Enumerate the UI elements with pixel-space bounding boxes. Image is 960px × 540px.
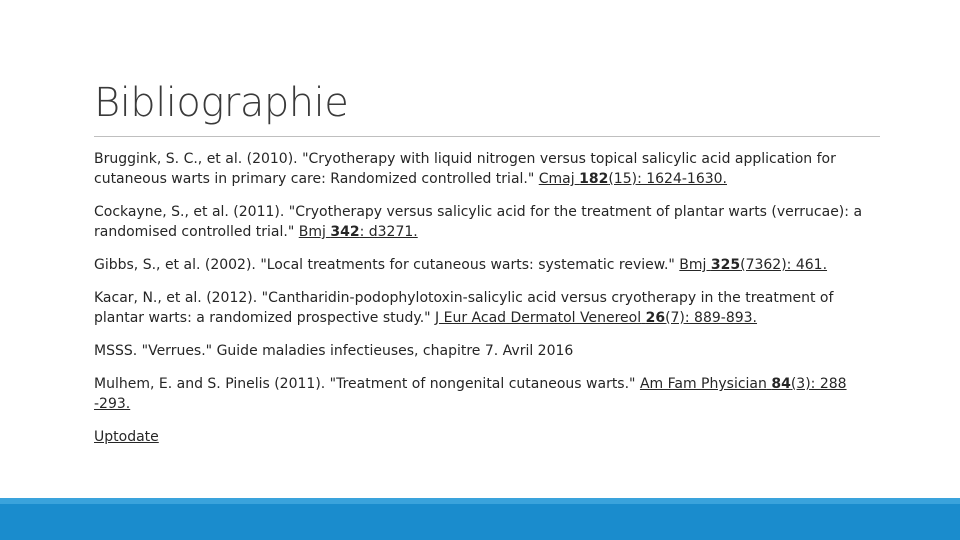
reference-item: MSSS. "Verrues." Guide maladies infectieuses, chapitre 7. Avril 2016	[94, 343, 574, 359]
reference-item: Gibbs, S., et al. (2002). "Local treatments for cutaneous warts: systematic review." Bmj 325(7362): 461.	[94, 257, 828, 273]
reference-link[interactable]: Am Fam Physician 84(3): 288 -293.	[94, 376, 847, 412]
reference-list	[94, 149, 884, 460]
reference-item: Mulhem, E. and S. Pinelis (2011). "Treatment of nongenital cutaneous warts." Am Fam Physician 84(3): 288 -293.	[94, 376, 847, 412]
page-title: Bibliographie	[94, 80, 349, 126]
reference-item: Cockayne, S., et al. (2011). "Cryotherapy versus salicylic acid for the treatment of plantar warts (verrucae): a randomised controlled trial." Bmj 342: d3271.	[94, 204, 863, 240]
uptodate-reference	[94, 427, 884, 447]
reference-link[interactable]: Bmj 325(7362): 461.	[679, 257, 828, 273]
footer-bar	[0, 504, 960, 540]
reference-link[interactable]: J Eur Acad Dermatol Venereol 26(7): 889-893.	[435, 310, 758, 326]
reference-item: Kacar, N., et al. (2012). "Cantharidin-podophylotoxin-salicylic acid versus cryotherapy in the treatment of plantar warts: a randomized prospective study." J Eur Acad Dermatol Venereol 26(7): 889-893.	[94, 290, 834, 326]
reference-link[interactable]: Bmj 342: d3271.	[298, 224, 418, 240]
reference-item: Bruggink, S. C., et al. (2010). "Cryotherapy with liquid nitrogen versus topical salicylic acid application for cutaneous warts in primary care: Randomized controlled trial." Cmaj 182(15): 1624-1630.	[94, 151, 836, 187]
reference-link[interactable]: Cmaj 182(15): 1624-1630.	[538, 171, 727, 187]
uptodate-link[interactable]: Uptodate	[94, 429, 159, 445]
title-divider	[94, 136, 880, 137]
